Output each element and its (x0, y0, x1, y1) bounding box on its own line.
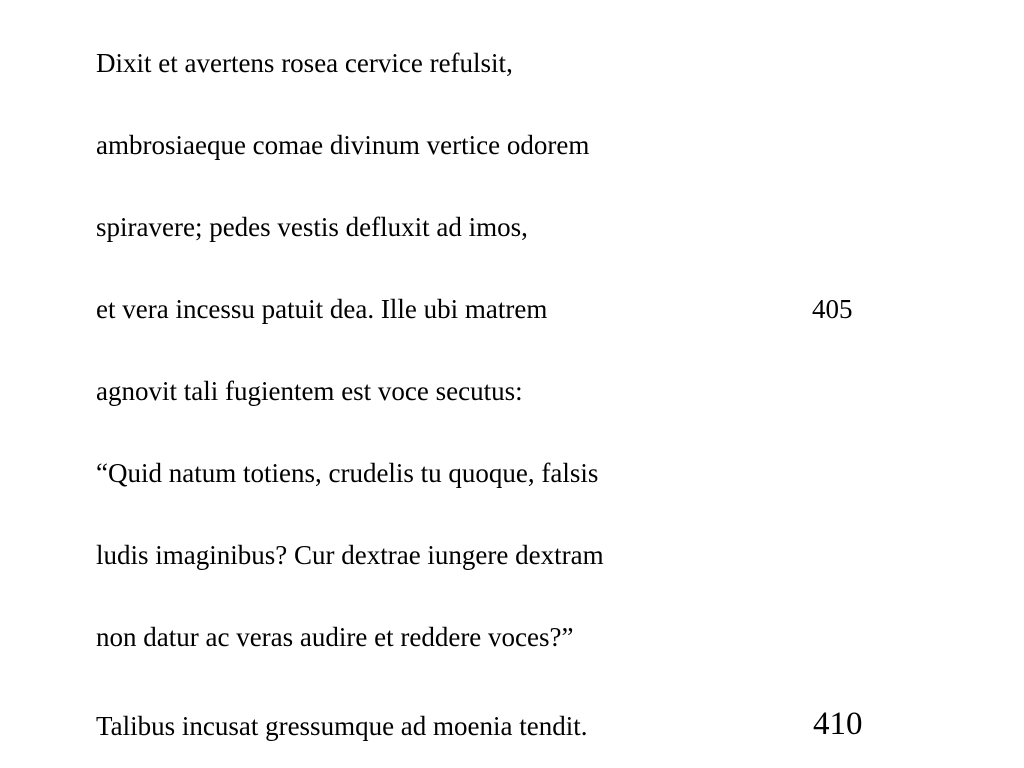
line-number: 410 (813, 706, 863, 742)
verse-line: ludis imaginibus? Cur dextrae iungere dextram (96, 540, 604, 570)
verse-line: ambrosiaeque comae divinum vertice odorem (96, 130, 590, 160)
verse-line: non datur ac veras audire et reddere voces?” (96, 622, 574, 652)
verse-line: et vera incessu patuit dea. Ille ubi matrem (96, 294, 548, 324)
verse-line: spiravere; pedes vestis defluxit ad imos, (96, 212, 528, 242)
verse-line: Talibus incusat gressumque ad moenia tendit. (96, 711, 588, 741)
line-number: 405 (812, 294, 853, 324)
verse-line: “Quid natum totiens, crudelis tu quoque, falsis (96, 458, 599, 488)
verse-line: agnovit tali fugientem est voce secutus: (96, 376, 523, 406)
verse-line: Dixit et avertens rosea cervice refulsit, (96, 48, 513, 78)
